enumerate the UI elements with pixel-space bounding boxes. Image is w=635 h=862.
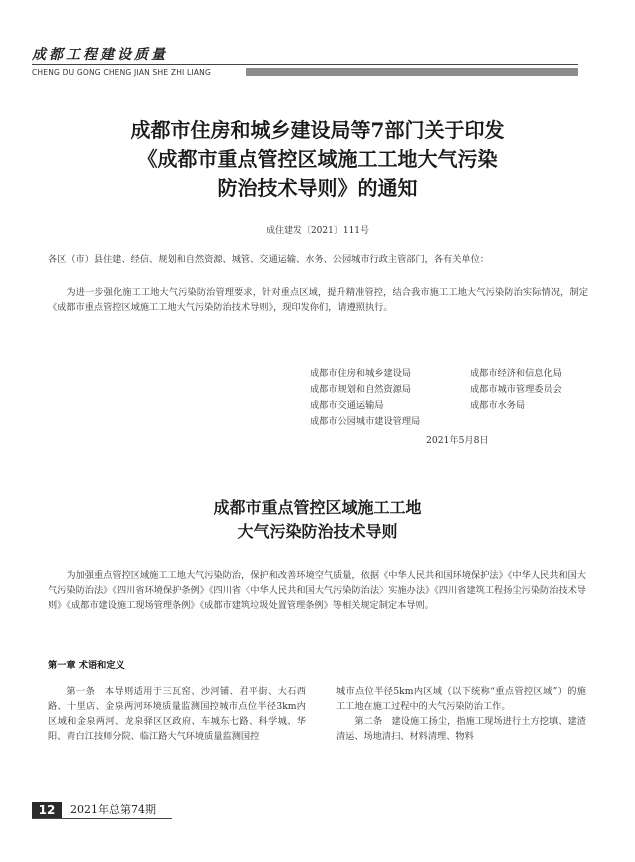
guide-title [0, 496, 635, 544]
notice-title-line: 《成都市重点管控区域施工工地大气污染 [137, 147, 498, 171]
guide-intro: 为加强重点管控区域施工工地大气污染防治，保护和改善环境空气质量，依据《中华人民共和国环境保护法》《中华人民共和国大气污染防治法》《四川省环境保护条例》《四川省〈中华人民共和国大气污染防治法〉实施办法》《四川省建筑工程扬尘污染防治技术导则》《成都市建设施工现场管理条例》《成都市建筑垃圾处置管理条例》等相关规定制定本导则。 [48, 570, 586, 611]
signer: 成都市住房和城乡建设局 [310, 368, 412, 379]
notice-body: 为进一步强化施工工地大气污染防治管理要求，针对重点区域，提升精准管控，结合我市施工工地大气污染防治实际情况，制定《成都市重点管控区域施工工地大气污染防治技术导则》，现印发你们，请遵照执行。 [48, 287, 588, 313]
notice-recipients: 各区（市）县住建、经信、规划和自然资源、城管、交通运输、水务、公园城市行政主管部门，各有关单位： [48, 254, 489, 265]
guide-title-line: 大气污染防治技术导则 [237, 522, 398, 541]
signer: 成都市城市管理委员会 [470, 384, 562, 395]
article-two: 第二条 建设施工扬尘，指施工现场进行土方挖填、建渣清运、场地清扫、材料清理、物料 [336, 716, 586, 742]
page-number: 12 [32, 802, 62, 818]
signer-row [310, 398, 600, 414]
signer-row [310, 414, 600, 430]
issue-label: 2021年总第74期 [70, 803, 156, 816]
notice-title [60, 116, 575, 203]
magazine-pinyin: CHENG DU GONG CHENG JIAN SHE ZHI LIANG [32, 68, 212, 77]
chapter-heading: 第一章 术语和定义 [48, 660, 125, 671]
signer: 成都市交通运输局 [310, 400, 384, 411]
footer-divider [32, 818, 172, 819]
signer [470, 414, 600, 430]
signer: 成都市水务局 [470, 400, 526, 411]
document-number: 成住建发〔2021〕111号 [265, 226, 370, 236]
signer-row [310, 382, 600, 398]
header-divider [32, 64, 578, 65]
signer-list [310, 366, 600, 430]
article-continuation: 城市点位半径5km内区域（以下统称“重点管控区域”）的施工工地在施工过程中的大气污染防治工作。 [336, 686, 586, 712]
notice-date: 2021年5月8日 [426, 435, 489, 446]
article-column-right [336, 684, 586, 744]
header-gray-bar [246, 68, 578, 76]
signer: 成都市经济和信息化局 [470, 368, 562, 379]
signer-row [310, 366, 600, 382]
guide-title-line: 成都市重点管控区域施工工地 [213, 498, 422, 517]
signer: 成都市公园城市建设管理局 [310, 416, 421, 427]
signer: 成都市规划和自然资源局 [310, 384, 412, 395]
notice-title-line: 防治技术导则》的通知 [217, 176, 418, 200]
notice-title-line: 成都市住房和城乡建设局等7部门关于印发 [130, 118, 505, 142]
article-column-left: 第一条 本导则适用于三瓦窑、沙河铺、君平街、大石西路、十里店、金泉两河环境质量监测国控城市点位半径3km内区域和金泉两河、龙泉驿区区政府、车城东七路、科学城、华阳、青白江技师分院、临江路大气环境质量监测国控 [48, 686, 306, 742]
magazine-title: 成都工程建设质量 [32, 47, 168, 63]
